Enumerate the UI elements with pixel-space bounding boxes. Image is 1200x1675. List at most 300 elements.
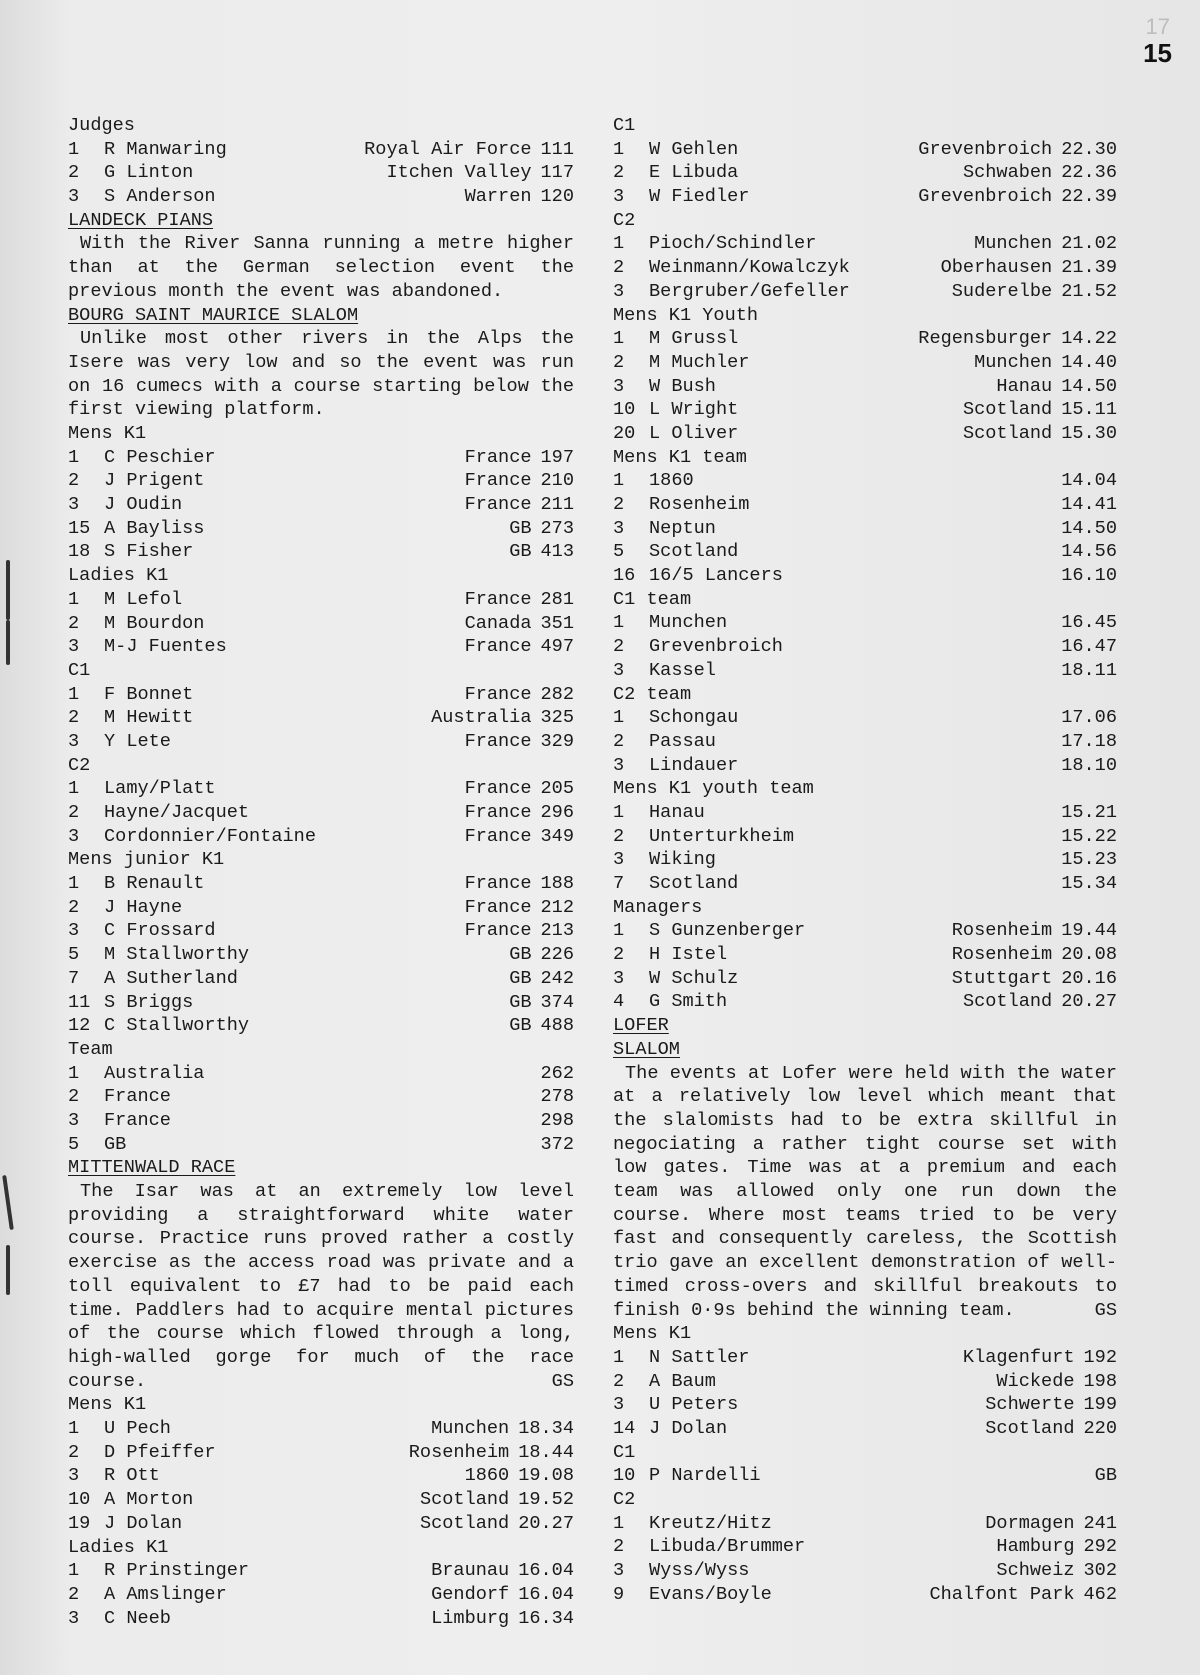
bourg-c1-heading: C1 <box>68 659 91 681</box>
result-value: 242 <box>540 967 574 989</box>
result-row <box>68 1109 574 1133</box>
position: 12 <box>68 1015 91 1037</box>
position: 3 <box>613 517 625 539</box>
club-name: Grevenbroich <box>918 138 1053 160</box>
competitor-name: R Prinstinger <box>104 1560 250 1582</box>
competitor-name: U Pech <box>104 1418 171 1440</box>
position: 5 <box>613 541 625 563</box>
competitor-name: Pioch/Schindler <box>649 233 817 255</box>
competitor-name: M Muchler <box>649 351 750 373</box>
judges-results <box>68 138 574 209</box>
result-row <box>613 1512 1117 1536</box>
result-row <box>68 1062 574 1086</box>
competitor-name: W Bush <box>649 375 716 397</box>
position: 2 <box>613 730 625 752</box>
k1-team-results <box>613 469 1117 587</box>
result-value: 17.18 <box>1061 730 1117 752</box>
k1-team-heading: Mens K1 team <box>613 446 747 468</box>
result-value: 220 <box>1083 1417 1117 1439</box>
club-name: Stuttgart <box>951 967 1053 989</box>
result-value: 16.45 <box>1061 612 1117 634</box>
position: 2 <box>613 1536 625 1558</box>
competitor-name: W Schulz <box>649 967 739 989</box>
result-value: 16.10 <box>1061 565 1117 587</box>
competitor-name: N Sattler <box>649 1346 750 1368</box>
position: 1 <box>613 1346 625 1368</box>
club-name: France <box>464 730 532 752</box>
section-heading-landeck: LANDECK PIANS <box>68 209 214 231</box>
result-value: 117 <box>540 162 574 184</box>
result-row <box>613 1464 1117 1488</box>
result-value: 329 <box>540 730 574 752</box>
competitor-name: W Fiedler <box>649 186 750 208</box>
club-name: Schwerte <box>985 1394 1075 1416</box>
competitor-name: Neptun <box>649 517 716 539</box>
result-value: 22.39 <box>1061 186 1117 208</box>
result-row <box>613 493 1117 517</box>
result-value: 18.10 <box>1061 754 1117 776</box>
club-name: Suderelbe <box>951 280 1053 302</box>
competitor-name: Evans/Boyle <box>649 1583 772 1605</box>
result-row <box>613 872 1117 896</box>
c2-heading: C2 <box>613 209 636 231</box>
club-name: Itchen Valley <box>386 162 532 184</box>
result-row <box>68 1014 574 1038</box>
result-row <box>68 1441 574 1465</box>
lofer-c1-heading: C1 <box>613 1441 636 1463</box>
competitor-name: H Istel <box>649 944 728 966</box>
result-value: 18.44 <box>518 1441 574 1463</box>
result-row <box>68 1417 574 1441</box>
competitor-name: Australia <box>104 1062 205 1084</box>
position: 1 <box>613 138 625 160</box>
bourg-c2-heading: C2 <box>68 754 91 776</box>
bourg-ladies-k1-heading: Ladies K1 <box>68 565 169 587</box>
result-row <box>68 1464 574 1488</box>
result-value: 198 <box>1083 1370 1117 1392</box>
lofer-c2-heading: C2 <box>613 1489 636 1511</box>
position: 5 <box>68 944 80 966</box>
result-value: 20.16 <box>1061 967 1117 989</box>
result-value: 22.30 <box>1061 138 1117 160</box>
result-row <box>613 1583 1117 1607</box>
club-name: Wickede <box>996 1370 1075 1392</box>
position: 3 <box>613 375 625 397</box>
result-row <box>68 1559 574 1583</box>
club-name: GB <box>509 991 532 1013</box>
position: 1 <box>613 612 625 634</box>
club-name: France <box>464 896 532 918</box>
lofer-mens-k1-heading: Mens K1 <box>613 1323 692 1345</box>
result-value: 211 <box>540 494 574 516</box>
position: 9 <box>613 1583 625 1605</box>
competitor-name: Munchen <box>649 612 728 634</box>
competitor-name: A Morton <box>104 1489 194 1511</box>
competitor-name: S Fisher <box>104 541 194 563</box>
competitor-name: Weinmann/Kowalczyk <box>649 257 850 279</box>
competitor-name: E Libuda <box>649 162 739 184</box>
competitor-name: Wiking <box>649 849 716 871</box>
result-value: 413 <box>540 541 574 563</box>
result-row <box>613 967 1117 991</box>
author-initials: GS <box>551 1370 574 1392</box>
right-column <box>613 114 1117 1606</box>
position: 3 <box>68 1109 80 1131</box>
competitor-name: Passau <box>649 730 716 752</box>
result-row <box>613 256 1117 280</box>
result-value: 15.34 <box>1061 873 1117 894</box>
result-value: 213 <box>540 920 574 942</box>
result-value: 20.27 <box>518 1512 574 1534</box>
club-name: France <box>464 446 532 468</box>
result-row <box>68 896 574 920</box>
section-heading-lofer: LOFER <box>613 1015 669 1037</box>
result-row <box>613 540 1117 564</box>
club-name: Scotland <box>962 399 1053 421</box>
club-name: Hanau <box>996 375 1053 397</box>
position: 3 <box>613 186 625 208</box>
result-value: 14.50 <box>1061 375 1117 397</box>
position: 3 <box>68 920 80 942</box>
result-value: 15.23 <box>1061 849 1117 871</box>
mittenwald-ladies-k1-results <box>68 1559 574 1630</box>
position: 10 <box>68 1489 91 1511</box>
result-row <box>613 232 1117 256</box>
lofer-c1-results <box>613 1464 1117 1488</box>
result-value: 212 <box>540 896 574 918</box>
result-value: 14.40 <box>1061 351 1117 373</box>
result-value: 14.41 <box>1061 494 1117 515</box>
result-value: 19.52 <box>518 1489 574 1511</box>
position: 1 <box>68 683 80 705</box>
competitor-name: M Bourdon <box>104 612 205 634</box>
k1-youth-team-heading: Mens K1 youth team <box>613 778 814 800</box>
position: 14 <box>613 1417 636 1439</box>
competitor-name: J Prigent <box>104 470 205 492</box>
result-value: 17.06 <box>1061 707 1117 729</box>
position: 3 <box>613 849 625 871</box>
result-row <box>68 1512 574 1536</box>
position: 18 <box>68 541 91 563</box>
result-row <box>68 991 574 1015</box>
competitor-name: A Baum <box>649 1370 716 1392</box>
position: 2 <box>613 1370 625 1392</box>
position: 1 <box>68 1418 80 1440</box>
bourg-team-heading: Team <box>68 1038 113 1060</box>
competitor-name: J Hayne <box>104 896 183 918</box>
competitor-name: Hayne/Jacquet <box>104 802 250 824</box>
position: 3 <box>68 730 80 752</box>
c2-team-results <box>613 706 1117 777</box>
position: 2 <box>613 494 625 515</box>
club-name: Australia <box>431 707 532 729</box>
position: 2 <box>68 612 80 634</box>
club-name: Scotland <box>419 1489 510 1511</box>
club-name: Rosenheim <box>408 1441 510 1463</box>
competitor-name: Scotland <box>649 541 739 563</box>
result-row <box>68 185 574 209</box>
position: 16 <box>613 565 636 587</box>
position: 2 <box>68 1583 80 1605</box>
competitor-name: L Oliver <box>649 422 739 444</box>
result-value: 16.47 <box>1061 636 1117 658</box>
result-row <box>613 564 1117 588</box>
result-row <box>613 375 1117 399</box>
c1-heading: C1 <box>613 115 636 136</box>
club-name: Chalfont Park <box>929 1583 1075 1605</box>
club-name: Munchen <box>974 351 1053 373</box>
club-name: Braunau <box>431 1560 510 1582</box>
result-row <box>613 801 1117 825</box>
result-row <box>613 1417 1117 1441</box>
club-name: France <box>464 825 532 847</box>
result-value: 349 <box>540 825 574 847</box>
club-name: France <box>464 873 532 895</box>
result-row <box>68 943 574 967</box>
position: 3 <box>613 1394 625 1416</box>
position: 3 <box>613 967 625 989</box>
k1-youth-results <box>613 327 1117 445</box>
club-name: Hamburg <box>996 1536 1075 1558</box>
result-row <box>613 635 1117 659</box>
managers-heading: Managers <box>613 896 703 918</box>
result-value: 21.02 <box>1061 233 1117 255</box>
competitor-name: J Dolan <box>649 1417 728 1439</box>
result-value: 16.04 <box>518 1560 574 1582</box>
bourg-ladies-k1-results <box>68 588 574 659</box>
bourg-mens-k1-heading: Mens K1 <box>68 423 147 445</box>
page-number-show-through: 17 <box>1145 14 1170 39</box>
competitor-name: J Oudin <box>104 494 183 516</box>
result-value: 120 <box>540 186 574 208</box>
result-value: 281 <box>540 588 574 610</box>
result-value: 15.11 <box>1061 399 1117 421</box>
competitor-name: M Stallworthy <box>104 944 250 966</box>
result-row <box>613 517 1117 541</box>
competitor-name: S Gunzenberger <box>649 920 806 942</box>
result-row <box>68 138 574 162</box>
competitor-name: J Dolan <box>104 1512 183 1534</box>
club-name: Schweiz <box>996 1560 1075 1582</box>
position: 3 <box>68 636 80 658</box>
result-row <box>613 611 1117 635</box>
result-value: 22.36 <box>1061 162 1117 184</box>
result-value: 374 <box>540 991 574 1013</box>
result-value: 15.22 <box>1061 825 1117 847</box>
position: 10 <box>613 399 636 421</box>
position: 2 <box>68 896 80 918</box>
position: 1 <box>613 470 625 492</box>
result-row <box>68 706 574 730</box>
competitor-name: U Peters <box>649 1394 739 1416</box>
club-name: Scotland <box>985 1417 1075 1439</box>
mittenwald-report: The Isar was at an extremely low level providing a straightforward white water course. Practice runs proved rather a costly exercise as the access road was private and a toll equivalent to £7 had to be paid each time. Paddlers had to acquire mental pictures of the course which flowed through a long, high-walled gorge for much of the race course. GS <box>68 1181 574 1392</box>
result-row <box>613 706 1117 730</box>
club-name: Schwaben <box>962 162 1053 184</box>
position: 3 <box>613 659 625 681</box>
competitor-name: 16/5 Lancers <box>649 565 783 587</box>
result-value: 298 <box>540 1109 574 1131</box>
mittenwald-mens-k1-heading: Mens K1 <box>68 1394 147 1416</box>
bourg-junior-k1-heading: Mens junior K1 <box>68 849 225 871</box>
competitor-name: Bergruber/Gefeller <box>649 280 850 302</box>
competitor-name: M-J Fuentes <box>104 636 227 658</box>
competitor-name: C Neeb <box>104 1607 171 1629</box>
position: 5 <box>68 1133 80 1155</box>
club-name: Royal Air Force <box>364 138 532 160</box>
bourg-junior-k1-results <box>68 872 574 1038</box>
result-value: 241 <box>1083 1512 1117 1534</box>
competitor-name: C Stallworthy <box>104 1015 250 1037</box>
position: 3 <box>613 754 625 776</box>
bourg-c2-results <box>68 777 574 848</box>
position: 7 <box>613 873 625 894</box>
bourg-report: Unlike most other rivers in the Alps the Isere was very low and so the event was run on 16 cumecs with a course starting below the first viewing platform. <box>68 328 574 421</box>
competitor-name: Y Lete <box>104 730 171 752</box>
result-value: 296 <box>540 802 574 824</box>
section-heading-slalom: SLALOM <box>613 1038 680 1060</box>
club-name: GB <box>509 944 532 966</box>
result-row <box>68 1488 574 1512</box>
position: 2 <box>613 825 625 847</box>
competitor-name: Kassel <box>649 659 716 681</box>
competitor-name: F Bonnet <box>104 683 194 705</box>
managers-results <box>613 919 1117 1014</box>
competitor-name: Schongau <box>649 707 739 729</box>
result-row <box>613 1559 1117 1583</box>
position: 1 <box>68 778 80 800</box>
club-name: 1860 <box>464 1465 510 1487</box>
result-row <box>68 801 574 825</box>
result-row <box>68 517 574 541</box>
club-name: France <box>464 470 532 492</box>
position: 1 <box>68 446 80 468</box>
result-value: 20.08 <box>1061 944 1117 966</box>
competitor-name: Hanau <box>649 801 705 823</box>
competitor-name: France <box>104 1086 171 1108</box>
club-name: France <box>464 683 532 705</box>
position: 2 <box>613 257 625 279</box>
result-value: 278 <box>540 1086 574 1108</box>
competitor-name: Scotland <box>649 873 739 894</box>
result-row <box>613 138 1117 162</box>
competitor-name: M Grussl <box>649 328 739 350</box>
competitor-name: A Amslinger <box>104 1583 227 1605</box>
position: 3 <box>68 494 80 516</box>
club-name: Rosenheim <box>951 944 1053 966</box>
club-name: Oberhausen <box>940 257 1053 279</box>
competitor-name: G Linton <box>104 162 194 184</box>
club-name: Klagenfurt <box>962 1346 1075 1368</box>
position: 2 <box>68 802 80 824</box>
result-value: 188 <box>540 873 574 895</box>
left-column <box>68 114 574 1630</box>
result-row <box>68 469 574 493</box>
position: 2 <box>68 707 80 729</box>
club-name: GB <box>509 1015 532 1037</box>
c1-team-heading: C1 team <box>613 588 692 610</box>
result-row <box>68 540 574 564</box>
section-heading-mittenwald: MITTENWALD RACE <box>68 1157 236 1179</box>
result-row <box>613 754 1117 778</box>
lofer-report: The events at Lofer were held with the water at a relatively low level which meant that the slalomists had to be extra skillful in negociating a rather tight course set with low gates. Time was at a premium and each team was allowed only one run down the course. Where most teams tried to be very fast and consequently careless, the Scottish trio gave an excellent demonstration of well-timed cross-overs and skillful breakouts to finish 0·9s behind the winning team. GS <box>613 1062 1117 1321</box>
result-row <box>68 730 574 754</box>
position: 11 <box>68 991 91 1013</box>
club-name: France <box>464 802 532 824</box>
result-row <box>613 327 1117 351</box>
binding-mark <box>6 620 10 665</box>
position: 3 <box>68 825 80 847</box>
c1-results <box>613 138 1117 209</box>
mittenwald-ladies-k1-heading: Ladies K1 <box>68 1536 169 1558</box>
lofer-c2-results <box>613 1512 1117 1607</box>
competitor-name: 1860 <box>649 470 694 492</box>
position: 1 <box>613 328 625 350</box>
binding-mark <box>2 1175 14 1230</box>
position: 1 <box>68 138 80 160</box>
result-value: 18.11 <box>1061 659 1117 681</box>
result-value: 462 <box>1083 1583 1117 1605</box>
result-value: 15.30 <box>1061 422 1117 444</box>
result-row <box>68 919 574 943</box>
result-row <box>613 919 1117 943</box>
position: 10 <box>613 1465 636 1487</box>
result-row <box>68 612 574 636</box>
position: 3 <box>613 1560 625 1582</box>
page-number: 15 <box>1143 38 1172 68</box>
result-row <box>613 1393 1117 1417</box>
landeck-report: With the River Sanna running a metre higher than at the German selection event the previous month the event was abandoned. <box>68 233 574 302</box>
club-name: GB <box>509 967 532 989</box>
club-name: Regensburger <box>918 328 1053 350</box>
competitor-name: Rosenheim <box>649 494 750 515</box>
result-row <box>68 588 574 612</box>
bourg-mens-k1-results <box>68 446 574 564</box>
result-row <box>613 422 1117 446</box>
result-value: 19.08 <box>518 1465 574 1487</box>
result-row <box>68 777 574 801</box>
competitor-name: S Briggs <box>104 991 194 1013</box>
club-name: France <box>464 494 532 516</box>
result-value: 199 <box>1083 1394 1117 1416</box>
position: 15 <box>68 517 91 539</box>
competitor-name: R Ott <box>104 1465 160 1487</box>
competitor-name: C Frossard <box>104 920 216 942</box>
position: 2 <box>613 162 625 184</box>
competitor-name: L Wright <box>649 399 739 421</box>
position: 2 <box>68 470 80 492</box>
competitor-name: France <box>104 1109 171 1131</box>
result-value: 15.21 <box>1061 801 1117 823</box>
competitor-name: A Sutherland <box>104 967 238 989</box>
result-row <box>68 1085 574 1109</box>
competitor-name: Lamy/Platt <box>104 778 216 800</box>
position: 20 <box>613 422 636 444</box>
club-name: GB <box>509 541 532 563</box>
competitor-name: C Peschier <box>104 446 216 468</box>
result-value: 14.04 <box>1061 470 1117 492</box>
position: 2 <box>68 162 80 184</box>
result-value: 14.56 <box>1061 541 1117 563</box>
result-row <box>68 635 574 659</box>
result-value: 192 <box>1083 1346 1117 1368</box>
result-value: 19.44 <box>1061 920 1117 942</box>
position: 1 <box>613 707 625 729</box>
result-value: 325 <box>540 707 574 729</box>
result-value: 210 <box>540 470 574 492</box>
author-initials: GS <box>1094 1299 1117 1321</box>
result-row <box>613 161 1117 185</box>
